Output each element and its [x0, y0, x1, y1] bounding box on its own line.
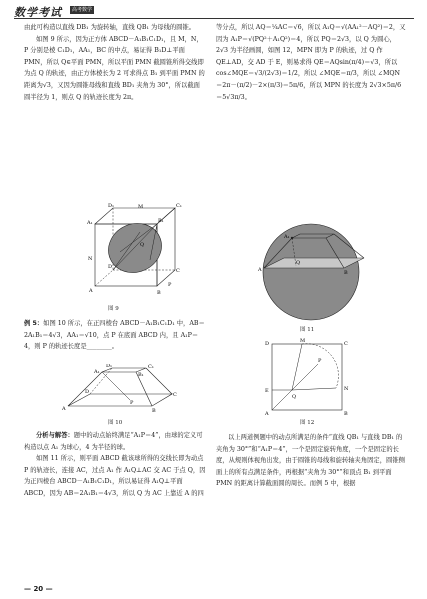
analysis-label: 分析与解答：	[36, 432, 74, 439]
figure-10	[60, 364, 180, 414]
analysis-block	[24, 430, 206, 500]
figure-12	[262, 336, 352, 416]
figure-12-caption: 图 12	[300, 420, 315, 426]
analysis-text	[24, 430, 206, 453]
label-B1: B₁	[138, 372, 144, 378]
header-rule	[14, 18, 414, 19]
figure-9-caption: 图 9	[108, 306, 119, 312]
label-A: A	[265, 411, 269, 416]
page-number: — 20 —	[24, 585, 53, 593]
example-5-text	[24, 318, 206, 353]
label-C: C	[176, 268, 180, 274]
label-B: B	[344, 411, 348, 416]
section-tag: 高考数学	[72, 7, 93, 13]
label-C1: C₁	[176, 203, 182, 209]
label-D: D	[265, 341, 270, 347]
label-D1: D₁	[106, 364, 113, 369]
paragraph: 如图 11 所示，则平面 ABCD 截该球所得的交线长即为动点 P 的轨迹长，连接 AC，过点 A₁ 作 A₁Q⊥AC 交 AC 于点 Q，因为正四棱台 ABCD－A₁B₁C₁D₁，所以易证得 A₁Q⊥平面 ABCD，因为 AB＝2A₁B₁＝4√3，所以 Q 为 AC 上靠近 A 的四	[24, 455, 206, 497]
figure-10-caption: 图 10	[108, 420, 123, 426]
example-5-label: 例 5：	[24, 320, 44, 327]
analysis-body: 题中的动点始终满足“A₁P＝4”，由球的定义可构造以点 A₁ 为球心，4 为半径的球。	[24, 432, 203, 451]
label-E: E	[265, 388, 269, 394]
figure-11	[236, 218, 386, 322]
label-Q: Q	[140, 242, 145, 248]
magazine-brand: 数学考试	[14, 6, 62, 19]
left-column	[24, 22, 206, 103]
label-C: C	[173, 392, 177, 398]
paragraph: 如图 9 所示，因为正方体 ABCD－A₁B₁C₁D₁，且 M，N，P 分别是棱 C₁D₁，AA₁，BC 的中点，易证得 B₁D⊥平面 PMN，所以 Q∈平面 PMN，所以平面 PMN 截圆锥所得交线即为点 Q 的轨迹，由正方体棱长为 2 可求得点 B₁ 到平面 PMN 的距离为√3，又因为圆锥母线和直线 BD₁ 夹角为 30°，所以截面圆半径为 1，则点 Q 的轨迹长度为 2π。	[24, 35, 205, 101]
paragraph: 等分点，所以 AQ＝¼AC＝√6，所以 A₁Q＝√(AA₁²－AQ²)＝2，又因为 A₁P＝√(PQ²＋A₁Q²)＝4，所以 PQ＝2√3，以 Q 为圆心，2√3 为半径画圆，如图 12，MPN 即为 P 的轨迹，过 Q 作 QE⊥AD，交 AD 于 E，则易求得 QE＝AQsin(π/4)＝√3，所以 cos∠MQE＝√3/(2√3)＝1/2，所以 ∠MQE＝π/3，所以 ∠MQN＝2π－(π/2)－2×(π/3)＝5π/6，所以 MPN 的长度为 2√3×5π/6＝5√3π/3。	[216, 24, 406, 101]
label-A1: A₁	[94, 369, 100, 375]
label-A1: A₁	[87, 220, 93, 226]
right-column	[216, 22, 406, 103]
label-C: C	[344, 341, 348, 347]
label-P: P	[168, 282, 172, 288]
label-A1: A₁	[284, 234, 290, 240]
right-column-lower	[216, 432, 406, 490]
paragraph: 以上两道例题中的动点所满足的条件“直线 QB₁ 与直线 DB₁ 的夹角为 30°”和“A₁P＝4”，一个是固定旋转角度，一个是固定的长度，从规则体视角出发，由于圆锥的母线和旋转轴夹角固定，圆锥侧面上的所有点满足条件，再根据“夹角为 30°”和顶点 B₁ 到平面 PMN 的距离计算截面圆的周长。而例 5 中，根据	[216, 434, 405, 488]
label-N: N	[344, 386, 349, 392]
label-Q: Q	[296, 260, 301, 266]
label-M: M	[300, 338, 306, 344]
example-5-body: 如图 10 所示，在正四棱台 ABCD－A₁B₁C₁D₁ 中，AB＝2A₁B₁＝4√3，AA₁＝√10，点 P 在底面 ABCD 内，且 A₁P＝4，则 P 的轨迹长度是________。	[24, 320, 205, 351]
paragraph: 由此可构造以直线 DB₁ 为旋转轴，直线 QB₁ 为母线的圆锥。	[24, 24, 196, 31]
label-D: D	[108, 264, 113, 270]
label-M: M	[138, 204, 144, 210]
figure-9	[80, 202, 190, 302]
label-B: B	[152, 408, 156, 414]
label-B: B	[344, 270, 348, 276]
label-C1: C₁	[148, 364, 154, 370]
label-D: D	[85, 389, 90, 395]
label-D1: D₁	[108, 203, 115, 209]
label-B: B	[157, 290, 161, 296]
figure-11-caption: 图 11	[300, 327, 315, 333]
page-number-value: 20	[33, 585, 44, 593]
label-P: P	[130, 400, 134, 406]
example-5-block	[24, 318, 206, 353]
label-A: A	[258, 267, 262, 273]
label-P: P	[318, 358, 322, 364]
page-header	[14, 4, 414, 20]
label-N: N	[88, 256, 93, 262]
label-Q: Q	[292, 394, 297, 400]
label-A: A	[89, 288, 93, 294]
label-B1: B₁	[158, 218, 164, 224]
label-A: A	[62, 406, 66, 412]
